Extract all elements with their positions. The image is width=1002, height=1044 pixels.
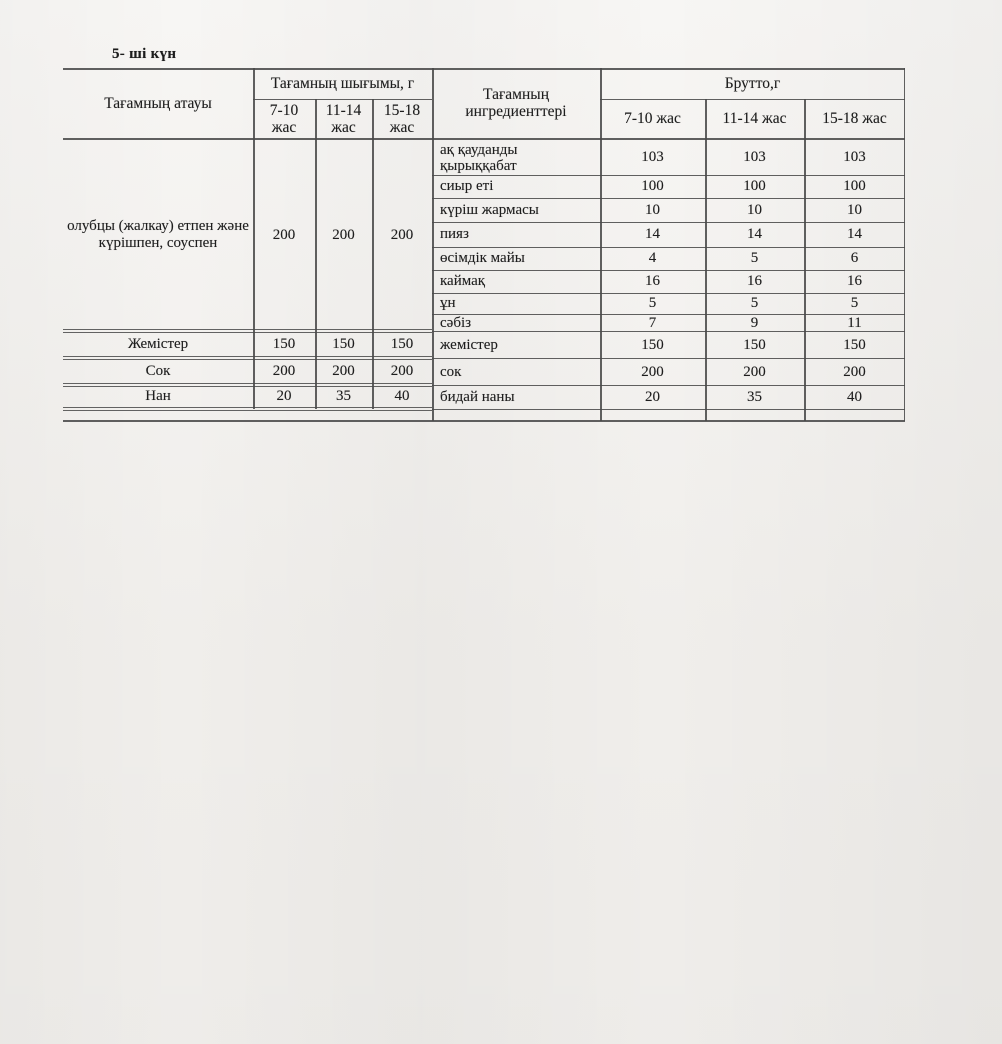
output-value: 40 — [394, 388, 410, 404]
brutto-value: 200 — [641, 363, 664, 380]
output-value: 200 — [272, 362, 296, 379]
header-ingredients — [432, 68, 600, 138]
brutto-value: 200 — [843, 363, 866, 380]
brutto-value: 103 — [641, 149, 664, 165]
header-brutto-age-1: 7-10 жас — [624, 110, 681, 127]
ingredient-name: бидай наны — [440, 389, 515, 405]
ingredient-name: жемістер — [440, 336, 498, 353]
brutto-value: 103 — [843, 149, 866, 165]
brutto-value: 5 — [850, 295, 859, 311]
output-value: 200 — [332, 362, 355, 379]
age-unit: жас — [389, 118, 415, 136]
age-range: 7-10 — [269, 101, 299, 119]
header-brutto-group: Брутто,г — [724, 75, 781, 92]
ingredient-text: ақ қауданды қырыққабат — [440, 141, 518, 174]
brutto-value: 100 — [743, 178, 766, 194]
brutto-value: 10 — [847, 201, 862, 218]
brutto-value: 10 — [747, 201, 762, 218]
output-value: 200 — [390, 362, 414, 379]
brutto-value: 14 — [747, 226, 762, 242]
brutto-value: 11 — [847, 314, 862, 331]
brutto-value: 150 — [641, 336, 664, 353]
brutto-value: 200 — [743, 363, 766, 380]
brutto-value: 5 — [750, 295, 759, 311]
ingredient-name — [434, 410, 606, 421]
age-unit: жас — [271, 118, 297, 136]
dish-name: Сок — [145, 362, 171, 379]
header-output-age-2 — [315, 99, 372, 138]
brutto-value: 7 — [648, 314, 657, 331]
ingredient-name: күріш жармасы — [440, 201, 539, 218]
header-output-group: Тағамның шығымы, г — [270, 75, 415, 92]
brutto-value — [804, 410, 905, 421]
output-value: 150 — [390, 335, 414, 352]
brutto-value: 16 — [645, 273, 660, 289]
header-dish-name: Тағамның атауы — [104, 94, 212, 112]
brutto-value: 14 — [847, 226, 862, 242]
output-value: 200 — [332, 226, 355, 243]
header-output-age-1 — [253, 99, 315, 138]
output-value: 35 — [336, 388, 351, 404]
brutto-value: 103 — [743, 149, 766, 165]
ingredient-name: өсімдік майы — [440, 250, 525, 266]
brutto-value: 150 — [743, 336, 766, 353]
output-value: 200 — [390, 226, 414, 243]
ingredient-name: сәбіз — [440, 314, 472, 331]
brutto-value: 10 — [645, 201, 660, 218]
dish-name: Жемістер — [127, 335, 189, 352]
ingredient-name: каймақ — [440, 273, 486, 289]
brutto-value — [705, 410, 804, 421]
ingredient-name: сок — [440, 363, 462, 380]
dish-name-line1: олубцы (жалкау) етпен және — [67, 218, 249, 234]
brutto-value — [600, 410, 705, 421]
brutto-value: 5 — [648, 295, 657, 311]
output-value: 150 — [332, 335, 355, 352]
dish-name — [63, 140, 253, 330]
brutto-value: 16 — [847, 273, 862, 289]
brutto-value: 4 — [648, 250, 657, 266]
output-value: 150 — [272, 335, 296, 352]
brutto-value: 100 — [843, 178, 866, 194]
day-title: 5- ші күн — [112, 46, 177, 62]
age-range: 11-14 — [325, 101, 362, 119]
output-value: 200 — [272, 226, 296, 243]
header-output-age-3 — [372, 99, 432, 138]
brutto-value: 14 — [645, 226, 660, 242]
ingredient-name — [434, 140, 606, 175]
header-ingredients-line1: Тағамның — [482, 86, 549, 103]
output-value: 20 — [276, 388, 292, 404]
brutto-value: 6 — [850, 250, 859, 266]
dish-name-line2: күрішпен, соуспен — [98, 235, 218, 251]
ingredient-name: ұн — [440, 295, 456, 311]
ingredient-name: сиыр еті — [440, 178, 494, 194]
header-ingredients-line2: ингредиенттері — [465, 103, 567, 120]
brutto-value: 150 — [843, 336, 866, 353]
brutto-value: 20 — [645, 389, 660, 405]
dish-name: Нан — [145, 388, 171, 404]
age-unit: жас — [331, 118, 356, 136]
ingredient-name: пияз — [440, 226, 469, 242]
brutto-value: 40 — [847, 389, 862, 405]
brutto-value: 9 — [750, 314, 759, 331]
brutto-value: 5 — [750, 250, 759, 266]
brutto-value: 16 — [747, 273, 762, 289]
age-range: 15-18 — [383, 101, 421, 119]
brutto-value: 35 — [747, 389, 762, 405]
brutto-value: 100 — [641, 178, 664, 194]
header-brutto-age-2: 11-14 жас — [722, 110, 787, 127]
header-brutto-age-3: 15-18 жас — [822, 110, 887, 127]
